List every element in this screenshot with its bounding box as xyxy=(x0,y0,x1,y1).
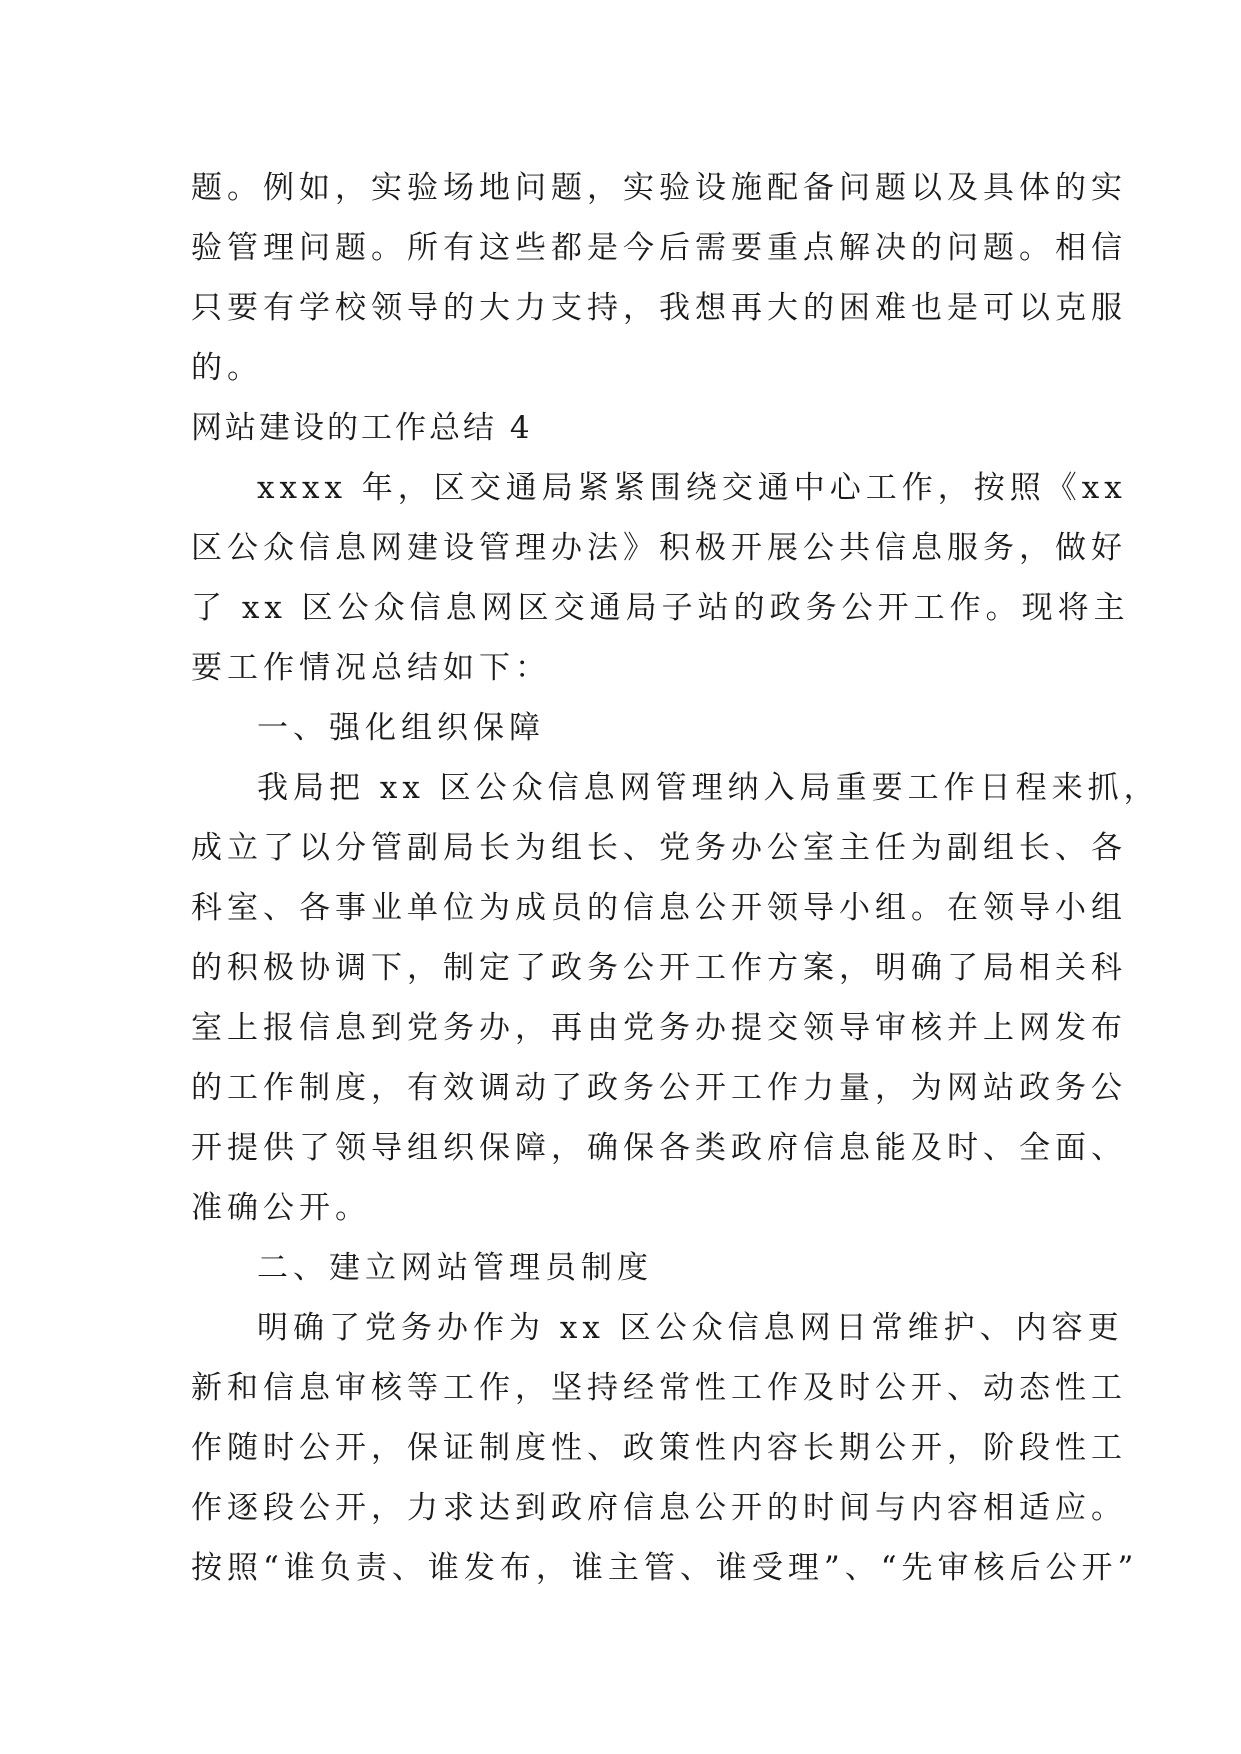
paragraph-line: xxxx 年，区交通局紧紧围绕交通中心工作，按照《xx xyxy=(257,470,1127,506)
paragraph-line: 科室、各事业单位为成员的信息公开领导小组。在领导小组 xyxy=(191,890,1127,926)
document-body xyxy=(191,158,1160,1598)
paragraph-line: 作随时公开，保证制度性、政策性内容长期公开，阶段性工 xyxy=(191,1430,1127,1466)
paragraph-line: 的工作制度，有效调动了政务公开工作力量，为网站政务公 xyxy=(191,1070,1127,1106)
paragraph-line: 按照“谁负责、谁发布，谁主管、谁受理”、“先审核后公开” xyxy=(191,1550,1139,1586)
paragraph-line: 室上报信息到党务办，再由党务办提交领导审核并上网发布 xyxy=(191,1010,1127,1046)
paragraph-line: 开提供了领导组织保障，确保各类政府信息能及时、全面、 xyxy=(191,1130,1127,1166)
paragraph-line: 区公众信息网建设管理办法》积极开展公共信息服务，做好 xyxy=(191,530,1127,566)
paragraph-line: 明确了党务办作为 xx 区公众信息网日常维护、内容更 xyxy=(257,1310,1124,1346)
paragraph-line: 成立了以分管副局长为组长、党务办公室主任为副组长、各 xyxy=(191,830,1127,866)
paragraph-line: 了 xx 区公众信息网区交通局子站的政务公开工作。现将主 xyxy=(191,590,1130,626)
paragraph-line: 新和信息审核等工作，坚持经常性工作及时公开、动态性工 xyxy=(191,1370,1127,1406)
section-title: 网站建设的工作总结 4 xyxy=(191,410,533,446)
paragraph-line: 作逐段公开，力求达到政府信息公开的时间与内容相适应。 xyxy=(191,1490,1127,1526)
paragraph-line: 的。 xyxy=(191,350,263,386)
paragraph-line: 准确公开。 xyxy=(191,1190,371,1226)
paragraph-line: 题。例如，实验场地问题，实验设施配备问题以及具体的实 xyxy=(191,170,1127,206)
paragraph-line: 要工作情况总结如下： xyxy=(191,650,551,686)
paragraph-line: 只要有学校领导的大力支持，我想再大的困难也是可以克服 xyxy=(191,290,1127,326)
paragraph-line: 的积极协调下，制定了政务公开工作方案，明确了局相关科 xyxy=(191,950,1127,986)
subsection-heading: 一、强化组织保障 xyxy=(257,710,545,746)
subsection-heading: 二、建立网站管理员制度 xyxy=(257,1250,653,1286)
paragraph-line: 我局把 xx 区公众信息网管理纳入局重要工作日程来抓， xyxy=(257,770,1160,806)
paragraph-line: 验管理问题。所有这些都是今后需要重点解决的问题。相信 xyxy=(191,230,1127,266)
